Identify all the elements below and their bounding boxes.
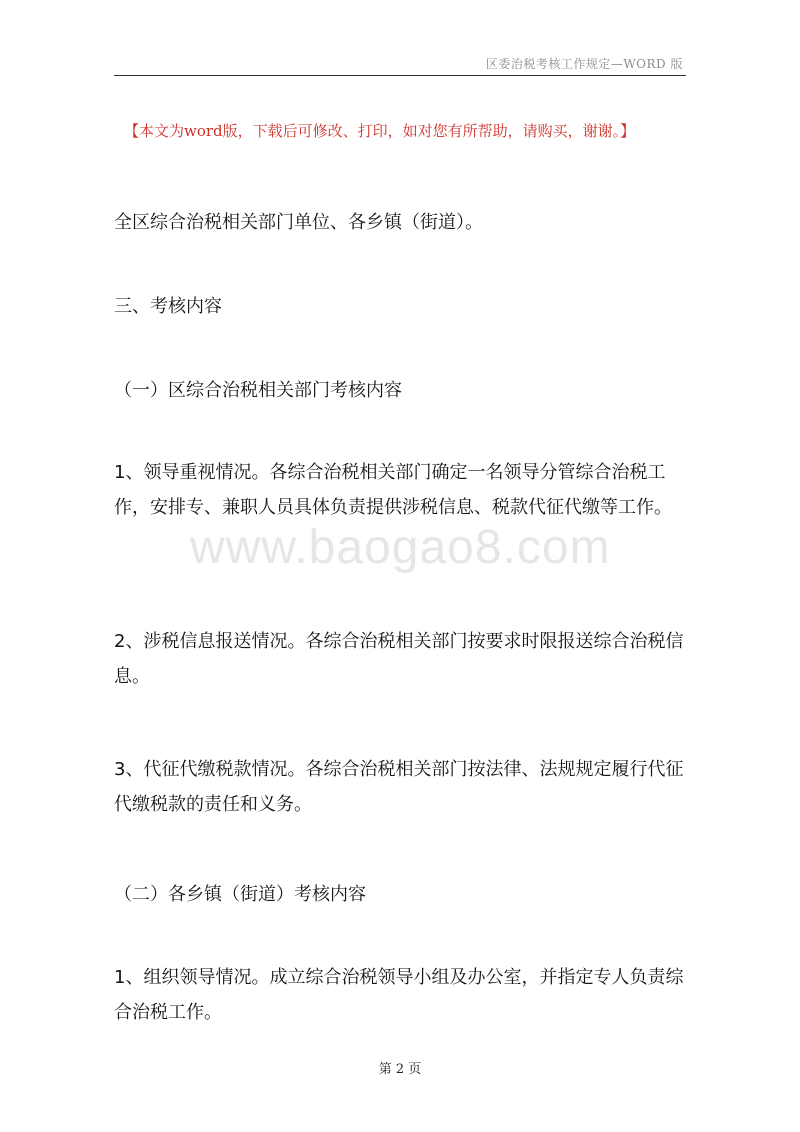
paragraph-item-1: 1、领导重视情况。各综合治税相关部门确定一名领导分管综合治税工作，安排专、兼职人员具体负责提供涉税信息、税款代征代缴等工作。 [114, 462, 672, 518]
paragraph-towns-item-1: 1、组织领导情况。成立综合治税领导小组及办公室，并指定专人负责综合治税工作。 [114, 967, 684, 1023]
page-number: 第 2 页 [378, 1062, 422, 1077]
watermark: www.baogao8.com [190, 521, 611, 574]
header-divider [114, 75, 686, 76]
running-header: 区委治税考核工作规定—WORD 版 [485, 57, 683, 71]
section-heading-assessment: 三、考核内容 [114, 296, 222, 317]
subsection-heading-departments: （一）区综合治税相关部门考核内容 [114, 380, 402, 401]
subsection-heading-towns: （二）各乡镇（街道）考核内容 [114, 884, 366, 905]
paragraph-item-3: 3、代征代缴税款情况。各综合治税相关部门按法律、法规规定履行代征代缴税款的责任和义务。 [114, 759, 684, 815]
paragraph-item-2: 2、涉税信息报送情况。各综合治税相关部门按要求时限报送综合治税信息。 [114, 631, 684, 687]
paragraph-scope: 全区综合治税相关部门单位、各乡镇（街道）。 [114, 212, 483, 233]
download-notice: 【本文为word版，下载后可修改、打印，如对您有所帮助，请购买，谢谢。】 [124, 122, 636, 140]
